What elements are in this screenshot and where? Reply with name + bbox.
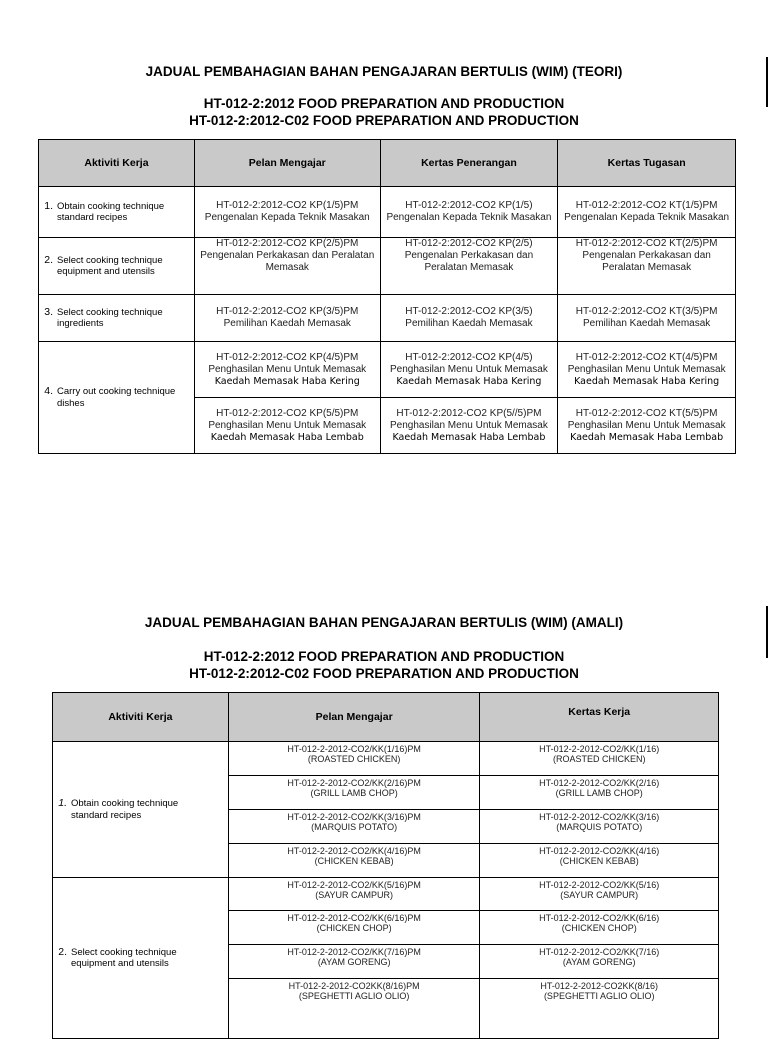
- doc-subtitle: Kaedah Memasak Haba Lembab: [392, 431, 546, 443]
- doc-title: Penghasilan Menu Untuk Memasak: [567, 363, 726, 375]
- teori-header-tugasan: Kertas Tugasan: [558, 140, 736, 187]
- doc-title: Pengenalan Perkakasan dan Peralatan: [200, 250, 375, 261]
- pelan-cell: [228, 810, 480, 844]
- pelan-cell: [194, 238, 380, 295]
- amali-subtitle-2: HT-012-2:2012-C02 FOOD PREPARATION AND PRODUCTION: [189, 666, 579, 681]
- activity-text: Select cooking technique ingredients: [57, 306, 163, 329]
- pelan-cell: [228, 776, 480, 810]
- amali-table: [52, 692, 719, 1039]
- amali-row: [53, 878, 719, 911]
- doc-code: HT-012-2-2012-CO2/KK(2/16): [539, 778, 660, 788]
- dish-name: (ROASTED CHICKEN): [307, 754, 401, 764]
- teori-row: [39, 295, 736, 342]
- penerangan-cell: [380, 187, 558, 238]
- doc-code: HT-012-2-2012-CO2/KK(3/16)PM: [287, 812, 421, 822]
- doc-subtitle: Kaedah Memasak Haba Kering: [396, 375, 542, 387]
- activity-number: 2.: [44, 253, 53, 266]
- penerangan-cell: [380, 295, 558, 342]
- doc-code: HT-012-2:2012-CO2 KT(5/5)PM: [575, 407, 718, 419]
- doc-title: Pengenalan Perkakasan dan: [582, 250, 711, 261]
- doc-subtitle: Kaedah Memasak Haba Lembab: [210, 431, 364, 443]
- doc-title: Penghasilan Menu Untuk Memasak: [208, 419, 367, 431]
- doc-title: Pengenalan Kepada Teknik Masakan: [204, 212, 370, 223]
- teori-table: [38, 139, 736, 454]
- doc-code: HT-012-2:2012-CO2 KP(5/5)PM: [216, 407, 359, 419]
- activity-cell: [39, 187, 195, 238]
- doc-code: HT-012-2:2012-CO2 KT(3/5)PM: [575, 306, 718, 317]
- dish-name: (GRILL LAMB CHOP): [555, 788, 643, 798]
- dish-name: (SAYUR CAMPUR): [315, 890, 394, 900]
- doc-code: HT-012-2-2012-CO2KK(8/16): [540, 981, 658, 991]
- pelan-cell: [194, 187, 380, 238]
- doc-title: Pengenalan Kepada Teknik Masakan: [564, 212, 730, 223]
- teori-row: [39, 187, 736, 238]
- amali-row: [53, 742, 719, 776]
- teori-title: JADUAL PEMBAHAGIAN BAHAN PENGAJARAN BERTULIS (WIM) (TEORI): [145, 64, 623, 79]
- doc-code: HT-012-2:2012-CO2 KP(1/5)PM: [216, 200, 359, 211]
- teori-header-pelan: Pelan Mengajar: [194, 140, 380, 187]
- doc-code: HT-012-2:2012-CO2 KP(3/5): [405, 306, 533, 317]
- doc-code: HT-012-2-2012-CO2/KK(6/16)PM: [287, 913, 421, 923]
- tugasan-cell: [558, 187, 736, 238]
- pelan-cell: [194, 398, 380, 454]
- activity-text: Obtain cooking technique standard recipes: [71, 798, 179, 821]
- activity-cell: [39, 295, 195, 342]
- dish-name: (SPEGHETTI AGLIO OLIO): [298, 991, 410, 1001]
- doc-title-cont: Peralatan Memasak: [424, 262, 514, 273]
- doc-code: HT-012-2:2012-CO2 KT(4/5)PM: [575, 351, 718, 363]
- amali-header-pelan: Pelan Mengajar: [228, 693, 480, 742]
- doc-title: Penghasilan Menu Untuk Memasak: [389, 419, 548, 431]
- pelan-cell: [228, 911, 480, 945]
- activity-cell: [53, 878, 229, 1039]
- doc-code: HT-012-2-2012-CO2/KK(1/16): [539, 744, 660, 754]
- pelan-cell: [228, 742, 480, 776]
- penerangan-cell: [380, 342, 558, 398]
- kertas-kerja-cell: [480, 979, 719, 1039]
- dish-name: (MARQUIS POTATO): [556, 822, 643, 832]
- dish-name: (CHICKEN KEBAB): [314, 856, 394, 866]
- doc-title: Penghasilan Menu Untuk Memasak: [389, 363, 548, 375]
- activity-number: 3.: [44, 305, 53, 318]
- doc-code: HT-012-2:2012-CO2 KP(2/5)PM: [216, 238, 359, 249]
- pelan-cell: [228, 878, 480, 911]
- dish-name: (MARQUIS POTATO): [311, 822, 398, 832]
- doc-code: HT-012-2-2012-CO2/KK(7/16)PM: [287, 947, 421, 957]
- activity-text: Select cooking technique equipment and utensils: [57, 254, 163, 277]
- dish-name: (AYAM GORENG): [317, 957, 391, 967]
- teori-subtitle-2: HT-012-2:2012-C02 FOOD PREPARATION AND PRODUCTION: [189, 113, 579, 128]
- teori-header-aktiviti: Aktiviti Kerja: [39, 140, 195, 187]
- doc-title: Pemilihan Kaedah Memasak: [223, 318, 351, 329]
- activity-cell: [39, 342, 195, 454]
- dish-name: (CHICKEN CHOP): [316, 923, 392, 933]
- dish-name: (SAYUR CAMPUR): [560, 890, 639, 900]
- activity-text: Select cooking technique equipment and utensils: [71, 946, 177, 969]
- doc-code: HT-012-2-2012-CO2/KK(4/16)PM: [287, 846, 421, 856]
- doc-code: HT-012-2:2012-CO2 KT(1/5)PM: [575, 200, 718, 211]
- activity-number: 4.: [44, 385, 53, 397]
- dish-name: (CHICKEN CHOP): [561, 923, 637, 933]
- pelan-cell: [194, 295, 380, 342]
- doc-code: HT-012-2-2012-CO2/KK(2/16)PM: [287, 778, 421, 788]
- doc-subtitle: Kaedah Memasak Haba Kering: [214, 375, 360, 387]
- kertas-kerja-cell: [480, 742, 719, 776]
- pelan-cell: [228, 979, 480, 1039]
- doc-code: HT-012-2:2012-CO2 KP(4/5)PM: [216, 351, 359, 363]
- doc-subtitle: Kaedah Memasak Haba Kering: [574, 375, 720, 387]
- penerangan-cell: [380, 398, 558, 454]
- doc-title: Pemilihan Kaedah Memasak: [405, 318, 533, 329]
- dish-name: (GRILL LAMB CHOP): [310, 788, 398, 798]
- amali-header-aktiviti: Aktiviti Kerja: [53, 693, 229, 742]
- amali-header-kertas-kerja: Kertas Kerja: [480, 693, 719, 742]
- doc-title-cont: Memasak: [265, 262, 309, 273]
- doc-title: Pemilihan Kaedah Memasak: [582, 318, 711, 329]
- teori-header-penerangan: Kertas Penerangan: [380, 140, 558, 187]
- doc-code: HT-012-2:2012-CO2 KP(3/5)PM: [216, 306, 359, 317]
- pelan-cell: [194, 342, 380, 398]
- penerangan-cell: [380, 238, 558, 295]
- teori-subtitle-1: HT-012-2:2012 FOOD PREPARATION AND PRODUCTION: [203, 96, 565, 111]
- activity-number: 1.: [58, 797, 67, 809]
- doc-title-cont: Peralatan Memasak: [602, 262, 692, 273]
- amali-header-row: [53, 693, 719, 742]
- kertas-kerja-cell: [480, 810, 719, 844]
- dish-name: (ROASTED CHICKEN): [552, 754, 646, 764]
- activity-number: 2.: [58, 945, 67, 958]
- teori-row: [39, 342, 736, 398]
- amali-title: JADUAL PEMBAHAGIAN BAHAN PENGAJARAN BERTULIS (WIM) (AMALI): [144, 615, 624, 630]
- activity-text: Obtain cooking technique standard recipes: [57, 200, 165, 223]
- tugasan-cell: [558, 295, 736, 342]
- activity-cell: [53, 742, 229, 878]
- kertas-kerja-cell: [480, 911, 719, 945]
- doc-subtitle: Kaedah Memasak Haba Lembab: [570, 431, 724, 443]
- kertas-kerja-cell: [480, 878, 719, 911]
- doc-code: HT-012-2-2012-CO2/KK(3/16): [539, 812, 660, 822]
- doc-code: HT-012-2-2012-CO2/KK(5/16): [539, 880, 660, 890]
- activity-number: 1.: [44, 199, 53, 212]
- pelan-cell: [228, 844, 480, 878]
- doc-code: HT-012-2-2012-CO2/KK(5/16)PM: [287, 880, 421, 890]
- doc-code: HT-012-2:2012-CO2 KT(2/5)PM: [575, 238, 718, 249]
- kertas-kerja-cell: [480, 776, 719, 810]
- doc-code: HT-012-2-2012-CO2/KK(6/16): [539, 913, 660, 923]
- dish-name: (SPEGHETTI AGLIO OLIO): [543, 991, 655, 1001]
- pelan-cell: [228, 945, 480, 979]
- doc-title: Pengenalan Perkakasan dan: [404, 250, 534, 261]
- doc-code: HT-012-2:2012-CO2 KP(5//5)PM: [396, 407, 542, 419]
- activity-cell: [39, 238, 195, 295]
- kertas-kerja-cell: [480, 945, 719, 979]
- doc-code: HT-012-2-2012-CO2KK(8/16)PM: [288, 981, 420, 991]
- doc-title: Penghasilan Menu Untuk Memasak: [208, 363, 367, 375]
- kertas-kerja-cell: [480, 844, 719, 878]
- teori-header-row: [39, 140, 736, 187]
- activity-text: Carry out cooking technique dishes: [57, 386, 176, 409]
- doc-code: HT-012-2-2012-CO2/KK(7/16): [539, 947, 660, 957]
- doc-code: HT-012-2-2012-CO2/KK(4/16): [539, 846, 660, 856]
- tugasan-cell: [558, 342, 736, 398]
- doc-code: HT-012-2:2012-CO2 KP(2/5): [405, 238, 533, 249]
- doc-title: Penghasilan Menu Untuk Memasak: [567, 419, 726, 431]
- tugasan-cell: [558, 398, 736, 454]
- dish-name: (CHICKEN KEBAB): [559, 856, 639, 866]
- teori-row: [39, 238, 736, 295]
- amali-subtitle-1: HT-012-2:2012 FOOD PREPARATION AND PRODUCTION: [203, 649, 565, 664]
- doc-code: HT-012-2:2012-CO2 KP(4/5): [405, 351, 533, 363]
- doc-code: HT-012-2:2012-CO2 KP(1/5): [405, 200, 533, 211]
- dish-name: (AYAM GORENG): [562, 957, 636, 967]
- doc-code: HT-012-2-2012-CO2/KK(1/16)PM: [287, 744, 421, 754]
- doc-title: Pengenalan Kepada Teknik Masakan: [386, 212, 552, 223]
- tugasan-cell: [558, 238, 736, 295]
